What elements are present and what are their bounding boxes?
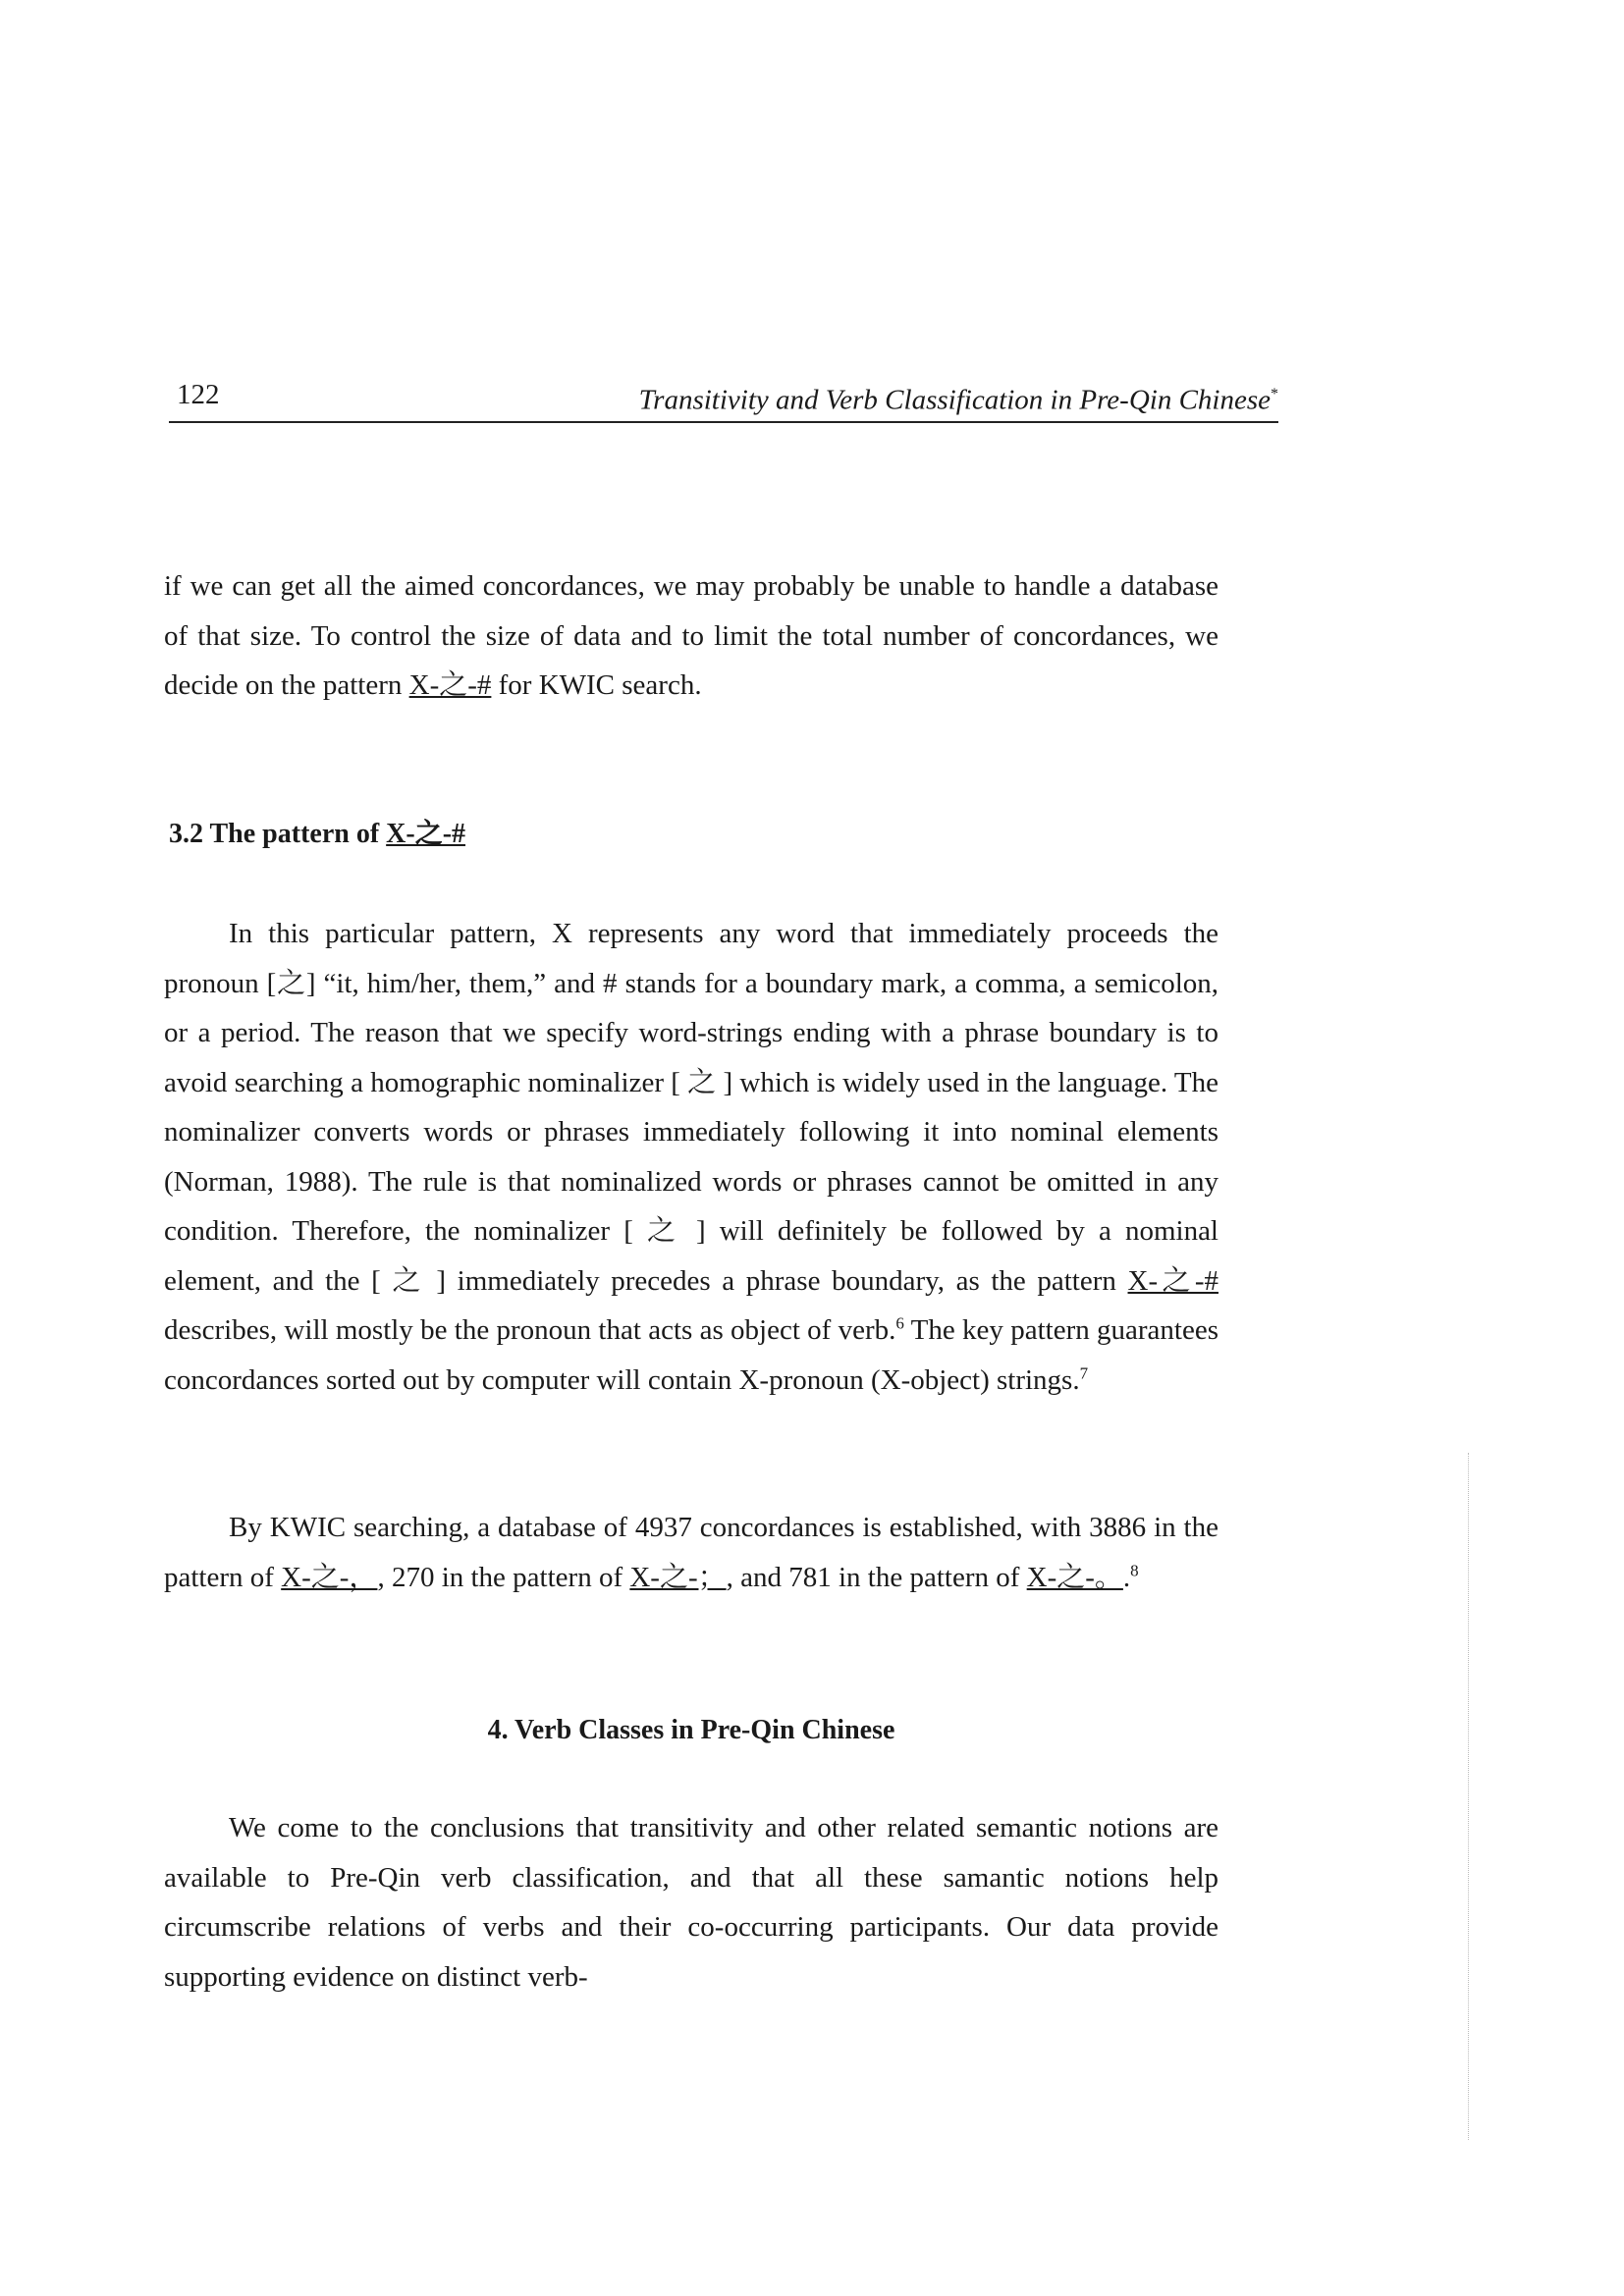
pattern-x-zhi-boundary: X-之-#: [408, 669, 492, 701]
footnote-ref-7[interactable]: 7: [1079, 1362, 1089, 1382]
paragraph-2-text-3: The key pattern guarantees concordances sorted out by computer will contain X-pronoun (X-object) strings.: [164, 1314, 1219, 1396]
paragraph-2-text-1: In this particular pattern, X represents any word that immediately proceeds the pronoun [之] “it, him/her, them,” and # stands for a boundary mark, a comma, a semicolon, or a period. The reason that we specify word-strings ending with a phrase boundary is to avoid searching a homographic nominalizer [ 之 ] which is widely used in the language. The nominalizer converts words or phrases immediately following it into nominal elements (Norman, 1988). The rule is that nominalized words or phrases cannot be omitted in any condition. Therefore, the nominalizer [ 之 ] will definitely be followed by a nominal element, and the [ 之 ] immediately precedes a phrase boundary, as the pattern: [164, 918, 1218, 1297]
running-title-text: Transitivity and Verb Classification in Pre-Qin Chinese: [638, 384, 1271, 416]
section-heading-3-2: [169, 817, 465, 852]
section-heading-3-2-prefix: 3.2 The pattern of: [169, 819, 387, 849]
scan-edge-mark: [1468, 1453, 1469, 2140]
paragraph-intro: [164, 561, 1218, 711]
pattern-period: X-之-。: [1026, 1561, 1123, 1593]
paragraph-intro-text: if we can get all the aimed concordances, we may probably be unable to handle a database of that size. To control the size of data and to limit the total number of concordances, we decide on the pattern: [164, 570, 1218, 701]
running-title-mark: *: [1271, 386, 1278, 402]
pattern-semicolon: X-之-；: [629, 1561, 727, 1593]
paragraph-intro-end: for KWIC search.: [491, 669, 702, 701]
section-heading-3-2-pattern: X-之-#: [386, 819, 466, 849]
paragraph-3-text-1: By KWIC searching, a database of 4937 concordances is established, with 3886 in the pattern of: [164, 1512, 1218, 1593]
section-heading-4: 4. Verb Classes in Pre-Qin Chinese: [487, 1715, 895, 1745]
paragraph-3-text-4: .: [1122, 1561, 1131, 1593]
pattern-comma: X-之-，: [281, 1561, 378, 1593]
running-header: [169, 378, 1278, 423]
paragraph-kwic-database: [164, 1503, 1218, 1602]
paragraph-pattern-explanation: [164, 909, 1218, 1405]
page-number: 122: [177, 379, 220, 410]
paragraph-verb-classes: We come to the conclusions that transitivity and other related semantic notions are available to Pre-Qin verb classification, and that all these samantic notions help circumscribe relations of verbs and their co-occurring participants. Our data provide supporting evidence on distinct verb-: [164, 1812, 1218, 1993]
running-title: [639, 378, 1278, 417]
footnote-ref-6[interactable]: 6: [895, 1313, 904, 1333]
paragraph-3-text-3: , and 781 in the pattern of: [726, 1561, 1027, 1593]
footnote-ref-8[interactable]: 8: [1130, 1560, 1139, 1579]
paragraph-3-text-2: , 270 in the pattern of: [377, 1561, 630, 1593]
paragraph-2-pattern: X-之-#: [1127, 1264, 1218, 1297]
paragraph-2-text-2: describes, will mostly be the pronoun that acts as object of verb.: [164, 1314, 896, 1346]
